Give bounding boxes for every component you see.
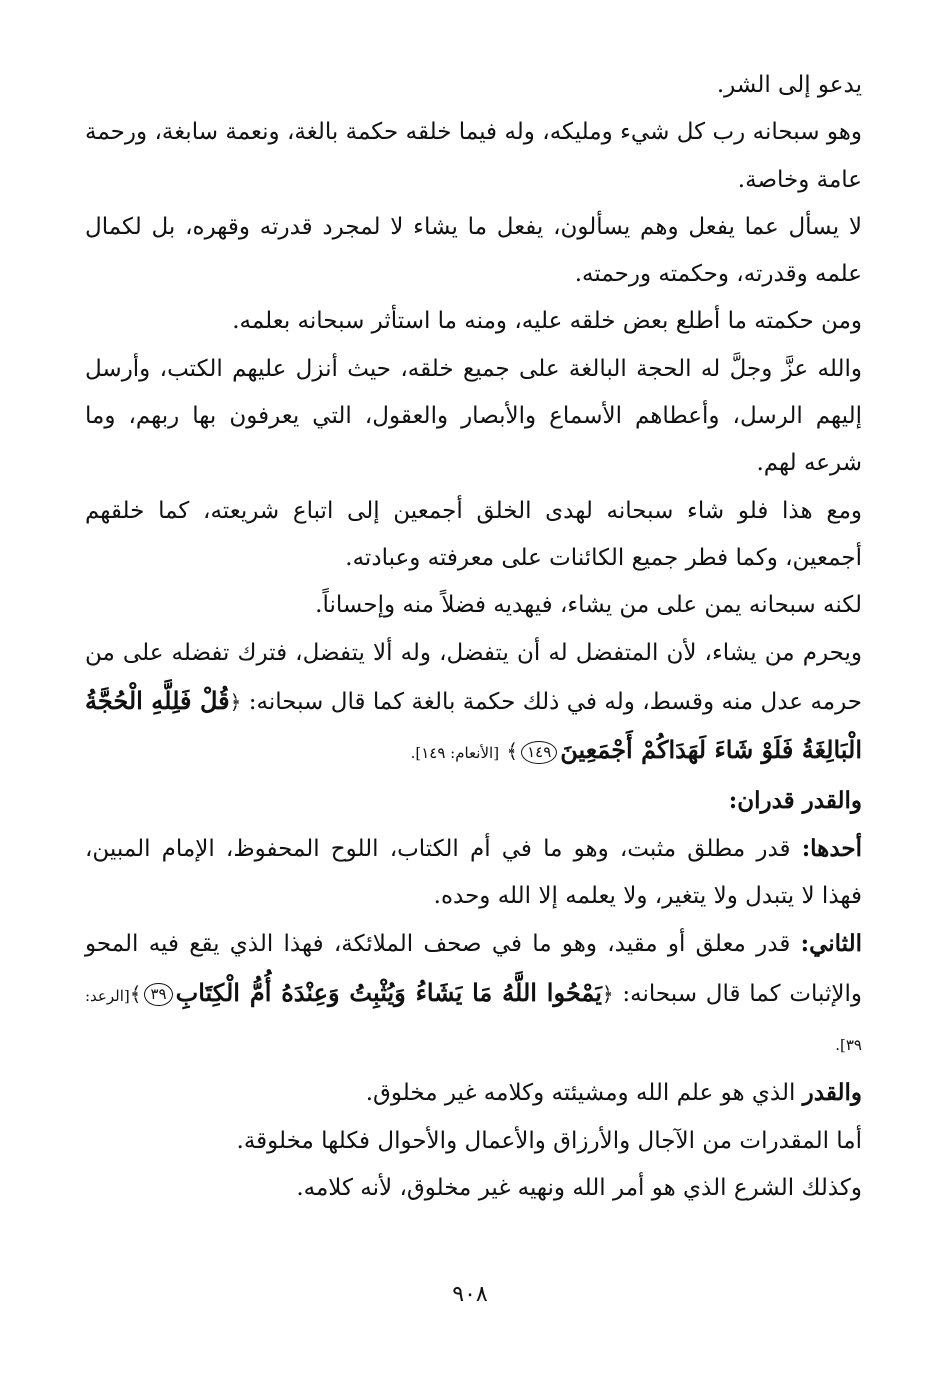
paragraph-2: وهو سبحانه رب كل شيء ومليكه، وله فيما خلقه حكمة بالغة، ونعمة سابغة، ورحمة عامة وخاصة.: [85, 119, 862, 193]
paragraph-12-text: الذي هو علم الله ومشيئته وكلامه غير مخلوق.: [365, 1080, 803, 1107]
paragraph-12: [85, 1069, 862, 1117]
paragraph-5: والله عزَّ وجلَّ له الحجة البالغة على جميع خلقه، حيث أنزل عليهم الكتب، وأرسل إليهم الرسل، وأعطاهم الأسماع والأبصار والعقول، التي يعرفون بها ربهم، وما شرعه لهم.: [85, 355, 862, 477]
verse-reference: [الرعد: ٣٩].: [85, 986, 862, 1054]
paragraph-10-lead: أحدها:: [801, 834, 862, 862]
quran-close-bracket: ﴾: [506, 739, 519, 764]
paragraph-10: [85, 825, 862, 921]
ayah-number-marker: ١٤٩: [521, 741, 557, 764]
page-number: ٩٠٨: [452, 1282, 488, 1307]
paragraph-8: [85, 630, 862, 778]
paragraph-3: لا يسأل عما يفعل وهم يسألون، يفعل ما يشاء لا لمجرد قدرته وقهره، بل لكمال علمه وقدرته، وحكمته ورحمته.: [85, 213, 862, 288]
paragraph-1: يدعو إلى الشر.: [716, 72, 862, 98]
paragraph-11-text: قدر معلق أو مقيد، وهو ما في صحف الملائكة، فهذا الذي يقع فيه المحو والإثبات كما قال سبحانه:: [85, 931, 862, 1007]
paragraph-7: لكنه سبحانه يمن على من يشاء، فيهديه فضلاً منه وإحساناً.: [315, 592, 862, 619]
verse-reference: [الأنعام: ١٤٩].: [410, 744, 500, 763]
paragraph-8-text: ويحرم من يشاء، لأن المتفضل له أن يتفضل، وله ألا يتفضل، فترك تفضله على من حرمه عدل منه وقسط، وله في ذلك حكمة بالغة كما قال سبحانه:: [85, 639, 863, 715]
paragraph-4: ومن حكمته ما أطلع بعض خلقه عليه، ومنه ما استأثر سبحانه بعلمه.: [232, 308, 862, 335]
quran-open-bracket: ﴿: [229, 689, 242, 714]
quran-verse-rad: يَمْحُوا اللَّهُ مَا يَشَاءُ وَيُثْبِتُ وَعِنْدَهُ أُمُّ الْكِتَابِ: [175, 977, 602, 1007]
paragraph-14: وكذلك الشرع الذي هو أمر الله ونهيه غير مخلوق، لأنه كلامه.: [296, 1174, 862, 1201]
quran-verse-anam: قُلْ فَلِلَّهِ الْحُجَّةُ الْبَالِغَةُ فَلَوْ شَاءَ لَهَدَاكُمْ أَجْمَعِينَ: [85, 685, 862, 765]
paragraph-6: ومع هذا فلو شاء سبحانه لهدى الخلق أجمعين إلى اتباع شريعته، كما خلقهم أجمعين، وكما فطر جميع الكائنات على معرفته وعبادته.: [85, 497, 862, 571]
paragraph-11-lead: الثاني:: [800, 930, 862, 958]
paragraph-13: أما المقدرات من الآجال والأرزاق والأعمال والأحوال فكلها مخلوقة.: [236, 1127, 862, 1154]
ayah-number-marker: ٣٩: [144, 983, 172, 1006]
paragraph-12-lead: والقدر: [802, 1079, 862, 1107]
paragraph-10-text: قدر مطلق مثبت، وهو ما في أم الكتاب، اللوح المحفوظ، الإمام المبين، فهذا لا يتبدل ولا يتغير، ولا يعلمه إلا الله وحده.: [85, 835, 862, 910]
paragraph-11: [85, 920, 862, 1069]
quran-open-bracket: ﴿: [601, 981, 614, 1006]
paragraph-9-heading: والقدر قدران:: [728, 787, 862, 815]
page-body: [85, 62, 862, 1212]
quran-close-bracket: ﴾: [129, 981, 142, 1006]
